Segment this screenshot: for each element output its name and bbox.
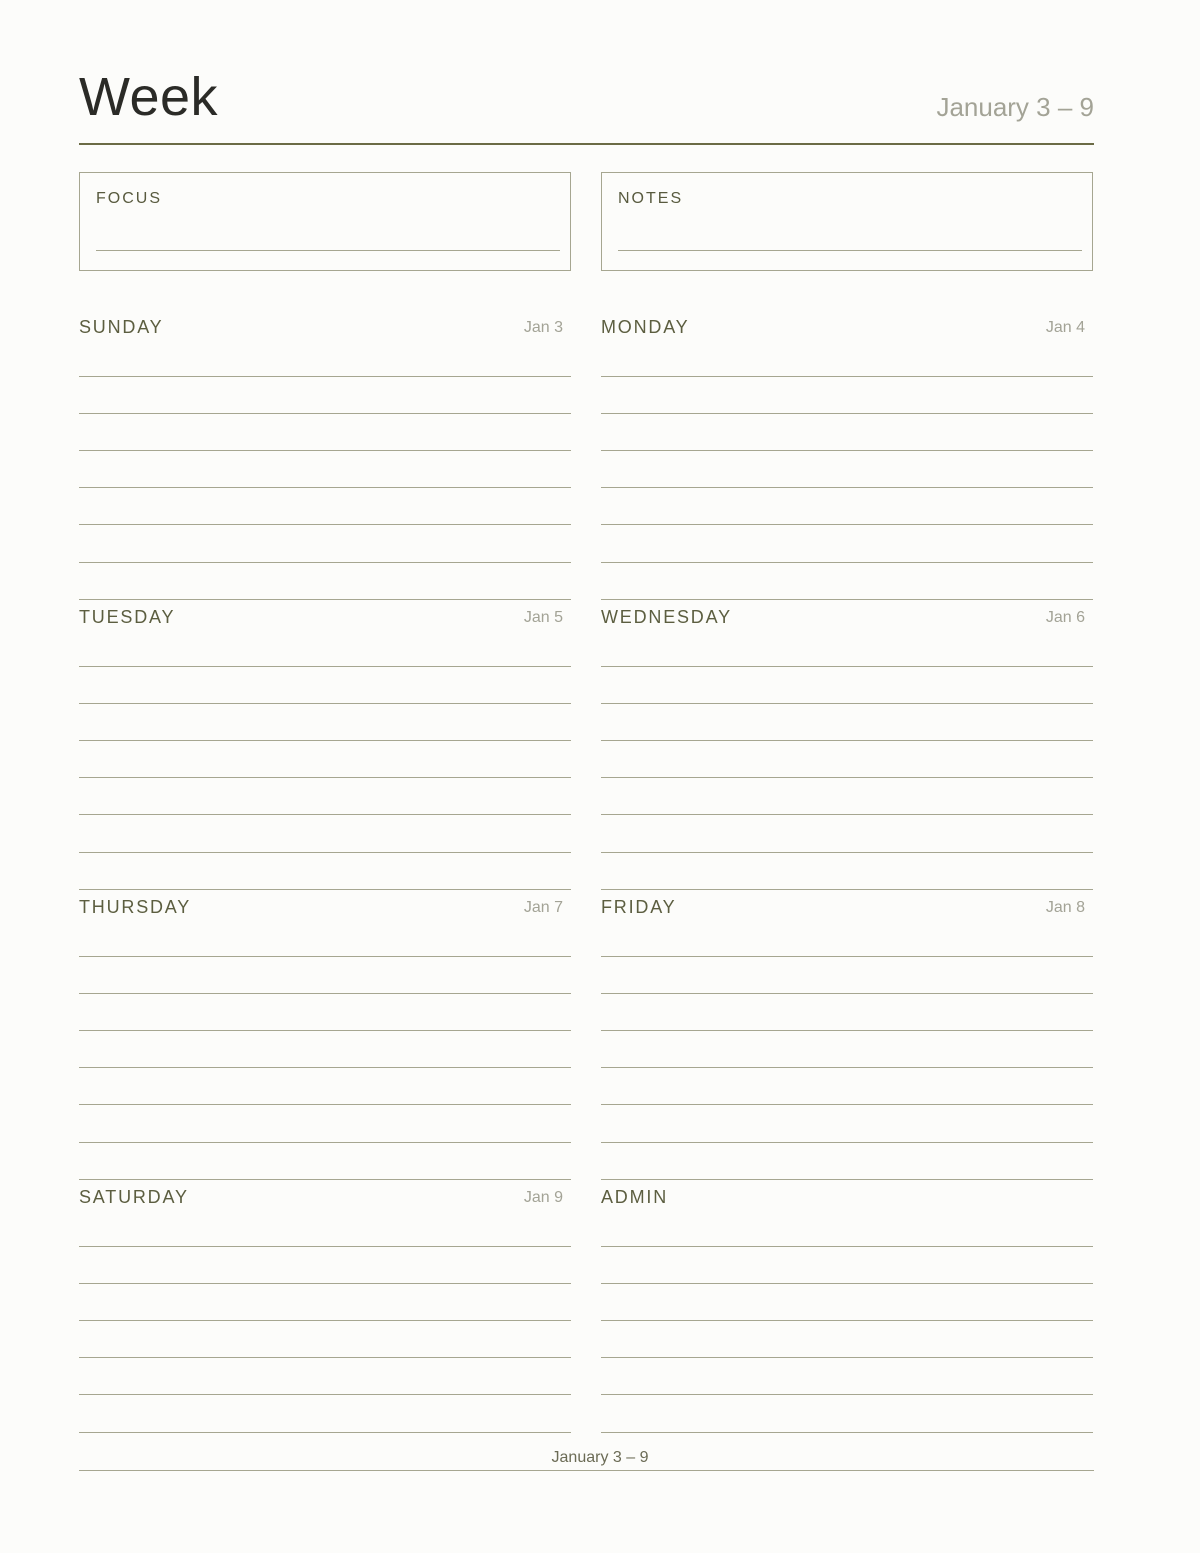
writing-line <box>601 1357 1093 1358</box>
writing-line <box>79 777 571 778</box>
writing-line <box>601 956 1093 957</box>
writing-line <box>79 376 571 377</box>
writing-line <box>79 1142 571 1143</box>
writing-line <box>79 1283 571 1284</box>
writing-line <box>79 666 571 667</box>
focus-writing-line <box>96 250 560 251</box>
page-title: Week <box>79 67 219 127</box>
writing-line <box>601 1432 1093 1433</box>
writing-line <box>601 562 1093 563</box>
day-name-tuesday: TUESDAY <box>79 607 176 627</box>
writing-line <box>601 814 1093 815</box>
writing-line <box>601 1246 1093 1247</box>
writing-line <box>79 1030 571 1031</box>
day-date-thursday: Jan 7 <box>523 899 563 916</box>
day-date-monday: Jan 4 <box>1045 319 1085 336</box>
writing-line <box>79 1357 571 1358</box>
footer-date-range-text: January 3 – 9 <box>551 1449 649 1466</box>
writing-line <box>79 1394 571 1395</box>
writing-line <box>79 1432 571 1433</box>
writing-line <box>601 1030 1093 1031</box>
day-section-admin[interactable] <box>601 1170 1093 1460</box>
day-section-friday[interactable] <box>601 880 1093 1170</box>
writing-line <box>79 1104 571 1105</box>
day-name-friday: FRIDAY <box>601 897 677 917</box>
day-section-sunday[interactable] <box>79 300 571 590</box>
writing-line <box>601 524 1093 525</box>
day-name-saturday: SATURDAY <box>79 1187 189 1207</box>
day-date-friday: Jan 8 <box>1045 899 1085 916</box>
day-section-monday[interactable] <box>601 300 1093 590</box>
writing-line <box>79 703 571 704</box>
day-section-saturday[interactable] <box>79 1170 571 1460</box>
day-date-wednesday: Jan 6 <box>1045 609 1085 626</box>
writing-line <box>601 1394 1093 1395</box>
day-section-wednesday[interactable] <box>601 590 1093 880</box>
notes-writing-line <box>618 250 1082 251</box>
day-date-saturday: Jan 9 <box>523 1189 563 1206</box>
focus-box[interactable] <box>79 172 571 271</box>
writing-line <box>79 1246 571 1247</box>
writing-line <box>79 993 571 994</box>
writing-line <box>79 524 571 525</box>
week-date-range: January 3 – 9 <box>936 92 1094 122</box>
day-name-admin: ADMIN <box>601 1187 668 1207</box>
notes-label: NOTES <box>618 190 684 207</box>
writing-line <box>601 376 1093 377</box>
writing-line <box>79 450 571 451</box>
day-name-thursday: THURSDAY <box>79 897 192 917</box>
writing-line <box>601 1320 1093 1321</box>
writing-line <box>601 703 1093 704</box>
day-section-tuesday[interactable] <box>79 590 571 880</box>
writing-line <box>79 852 571 853</box>
writing-line <box>601 1067 1093 1068</box>
writing-line <box>601 487 1093 488</box>
writing-line <box>79 740 571 741</box>
writing-line <box>79 1067 571 1068</box>
writing-line <box>79 1320 571 1321</box>
focus-label: FOCUS <box>96 190 162 207</box>
writing-line <box>601 1283 1093 1284</box>
writing-line <box>601 450 1093 451</box>
writing-line <box>79 814 571 815</box>
writing-line <box>79 487 571 488</box>
day-date-sunday: Jan 3 <box>523 319 563 336</box>
notes-box[interactable] <box>601 172 1093 271</box>
writing-line <box>79 413 571 414</box>
writing-line <box>601 413 1093 414</box>
day-name-monday: MONDAY <box>601 317 690 337</box>
writing-line <box>79 956 571 957</box>
day-name-sunday: SUNDAY <box>79 317 164 337</box>
writing-line <box>601 993 1093 994</box>
header-divider <box>79 143 1094 145</box>
writing-line <box>79 562 571 563</box>
writing-line <box>601 740 1093 741</box>
day-name-wednesday: WEDNESDAY <box>601 607 732 627</box>
writing-line <box>601 1104 1093 1105</box>
writing-line <box>601 1142 1093 1143</box>
writing-line <box>601 852 1093 853</box>
writing-line <box>601 777 1093 778</box>
day-date-tuesday: Jan 5 <box>523 609 563 626</box>
footer-divider <box>79 1470 1094 1471</box>
day-section-thursday[interactable] <box>79 880 571 1170</box>
writing-line <box>601 666 1093 667</box>
